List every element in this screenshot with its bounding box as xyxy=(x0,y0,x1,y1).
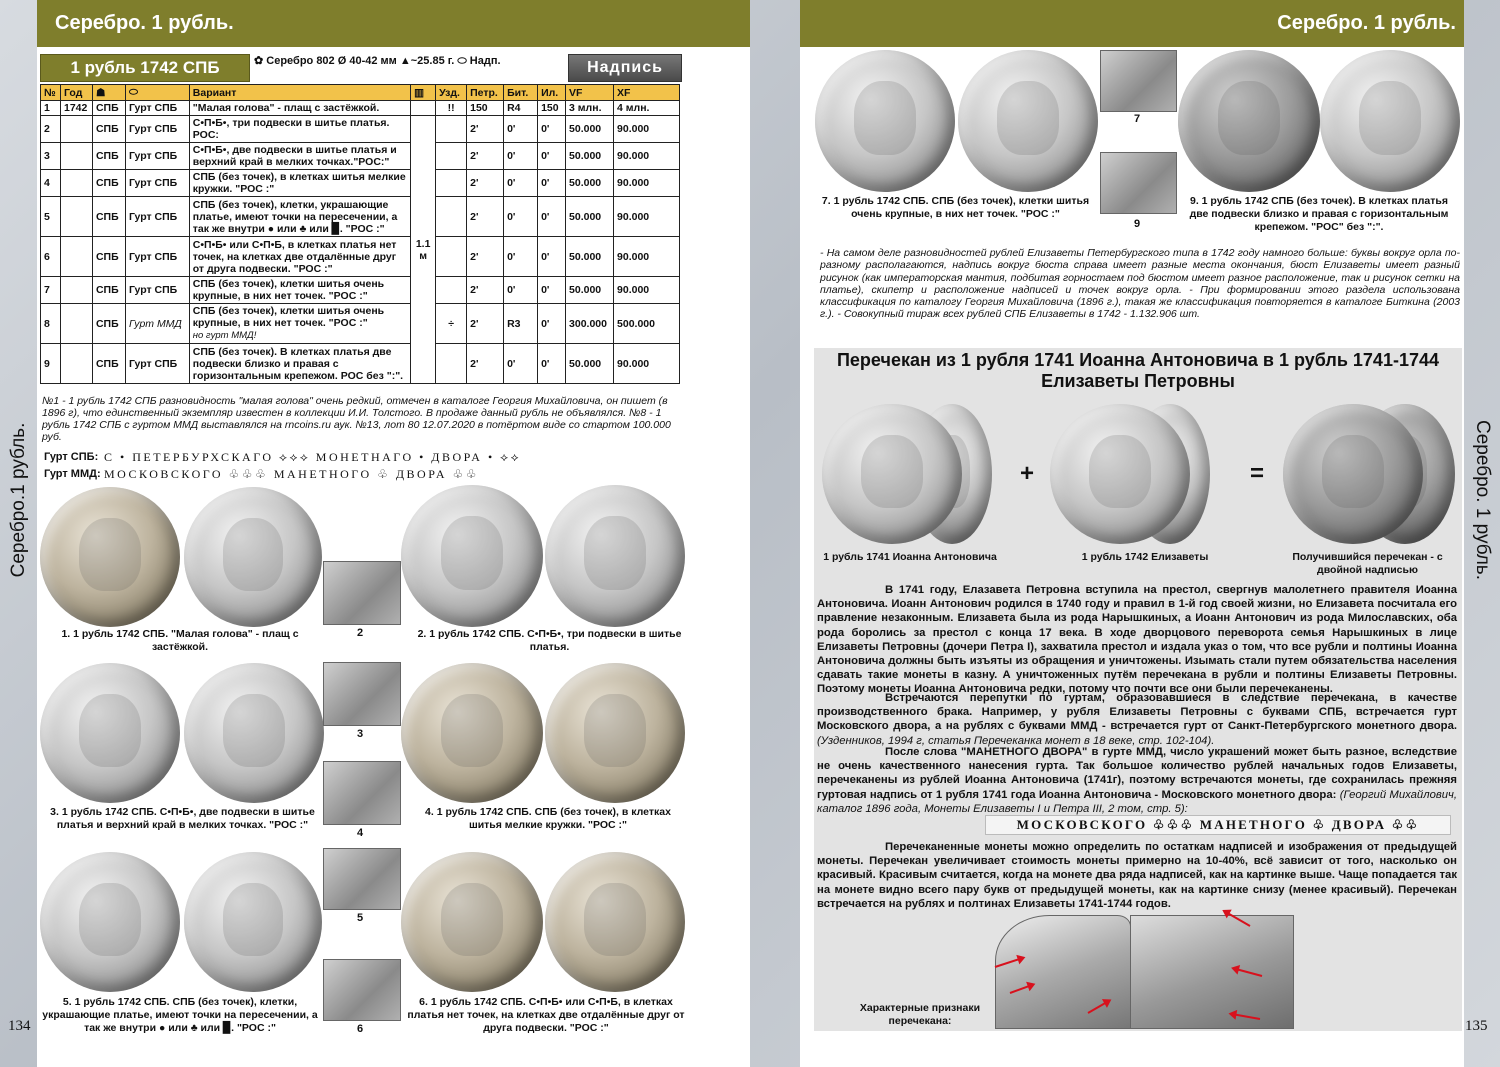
table-cell-year xyxy=(60,197,92,237)
table-header-cell: Петр. xyxy=(467,85,504,101)
table-cell-variant xyxy=(189,143,410,170)
table-header-row xyxy=(41,85,680,101)
table-cell-n: 3 xyxy=(41,143,61,170)
variant-text: СПБ (без точек), клетки шитья очень крупные, в них нет точек. "РОС :" xyxy=(192,305,385,329)
table-cell-petr: 2' xyxy=(467,344,504,384)
table-cell-mint: СПБ xyxy=(92,344,125,384)
table-cell-il: 0' xyxy=(538,116,566,143)
coin-image-1-obverse xyxy=(40,487,180,627)
table-row xyxy=(41,344,680,384)
table-cell-variant xyxy=(189,344,410,384)
table-cell-n: 5 xyxy=(41,197,61,237)
table-cell-year xyxy=(60,170,92,197)
table-row xyxy=(41,304,680,344)
table-cell-n: 7 xyxy=(41,277,61,304)
footnote: №1 - 1 рубль 1742 СПБ разновидность "малая голова" очень редкий, отмечен в каталоге Георгия Михайловича, он пишет (в 1896 г), что единственный экземпляр известен в коллекции И.И. Толстого. В продаже данный рубль не объявлялся. №8 - 1 рубль 1742 СПБ с гуртом ММД выставлялся на rncoins.ru аук. №13, лот 80 12.07.2020 в потёртом виде со стартом 100.000 руб. xyxy=(42,395,671,443)
table-cell-bit: 0' xyxy=(504,277,538,304)
variant-text: СПБ (без точек), клетки, украшающие платье, имеют точки на пересечении, а так же внутри ● или ♣ или ▉. "РОС :" xyxy=(192,198,398,235)
coin-image-6-reverse xyxy=(545,852,685,992)
left-header-band: Серебро. 1 рубль. xyxy=(37,0,750,47)
table-cell-uzd: ÷ xyxy=(436,304,467,344)
table-cell-variant xyxy=(189,116,410,143)
table-cell-n: 6 xyxy=(41,237,61,277)
table-cell-xf: 90.000 xyxy=(614,237,680,277)
left-page-number: 134 xyxy=(8,1018,31,1034)
table-cell-petr: 2' xyxy=(467,116,504,143)
table-cell-petr: 2' xyxy=(467,304,504,344)
coin-image-2-obverse xyxy=(401,485,543,627)
table-cell-n: 9 xyxy=(41,344,61,384)
left-side-title: Серебро.1 рубль. xyxy=(7,422,29,578)
variant-text: С•П•Б• или С•П•Б, в клетках платья нет точек, на клетках две отдалённые друг от друга подвески. "РОС :" xyxy=(192,238,397,275)
table-cell-bit: R3 xyxy=(504,304,538,344)
coin-image-9-obverse xyxy=(1178,50,1320,192)
table-cell-vf: 50.000 xyxy=(566,197,614,237)
table-cell-mint: СПБ xyxy=(92,116,125,143)
table-header-cell: Бит. xyxy=(504,85,538,101)
overstrike-coin-obverse xyxy=(1283,404,1423,544)
table-cell-il: 0' xyxy=(538,277,566,304)
table-cell-edge: Гурт СПБ xyxy=(125,277,189,304)
table-cell-vf: 50.000 xyxy=(566,170,614,197)
table-cell-weight xyxy=(411,101,436,116)
table-cell-bit: 0' xyxy=(504,197,538,237)
detail-image-3 xyxy=(323,662,401,726)
caption-6: 6. 1 рубль 1742 СПБ. С•П•Б• или С•П•Б, в клетках платья нет точек, на клетках две отдалённые друг от друга подвески. "РОС :" xyxy=(407,996,685,1034)
table-cell-uzd xyxy=(436,197,467,237)
table-cell-n: 1 xyxy=(41,101,61,116)
table-cell-mint: СПБ xyxy=(92,170,125,197)
table-cell-mint: СПБ xyxy=(92,197,125,237)
table-cell-il: 0' xyxy=(538,304,566,344)
table-cell-edge: Гурт СПБ xyxy=(125,116,189,143)
table-cell-il: 0' xyxy=(538,237,566,277)
coin-image-4-obverse xyxy=(401,663,543,803)
equals-sign: = xyxy=(1250,460,1265,487)
right-header-band: Серебро. 1 рубль. xyxy=(800,0,1464,47)
table-cell-mint: СПБ xyxy=(92,277,125,304)
table-cell-bit: 0' xyxy=(504,170,538,197)
coin-image-6-obverse xyxy=(401,852,543,992)
table-row xyxy=(41,101,680,116)
nadpis-button[interactable]: Надпись xyxy=(568,54,682,82)
elizabeth-coin-label: 1 рубль 1742 Елизаветы xyxy=(1081,551,1209,563)
detail-image-4 xyxy=(323,761,401,825)
table-cell-vf: 50.000 xyxy=(566,277,614,304)
table-cell-variant xyxy=(189,304,410,344)
table-cell-xf: 90.000 xyxy=(614,344,680,384)
table-cell-xf: 90.000 xyxy=(614,197,680,237)
variant-note: но гурт ММД! xyxy=(192,330,257,341)
table-cell-mint: СПБ xyxy=(92,101,125,116)
paragraph-1: В 1741 году, Елазавета Петровна вступила на престол, свергнув малолетнего правителя Иоанна Антоновича. Иоанн Антонович родился в 1740 году и правил в 1-й год своей жизни, но Елизавета посчитала его правление незаконным. Елизавета была из рода Нарышкиных, а Иоанн Антонович из рода Милославских, оба рода боролись за престол с конца 17 века. В ходе дворцового переворота семья Нарышкиных в лице Елизаветы Петровны (дочери Петра I), захватила престол и издала указ о том, что все рубли и полтины Иоанна Антоновича должны быть изъяты из обращения и уничтожены. Изымать стали путем обязательства населения сдавать такие монеты в казну. А уничтоженных путём перечекана в рубли и полтины Елизаветы Петровны. Поэтому монеты Иоанна Антоновича редки, потому что почти все они были перечеканены. xyxy=(817,584,1457,696)
table-row xyxy=(41,277,680,304)
table-row xyxy=(41,237,680,277)
paragraph-3-text: После слова "МАНЕТНОГО ДВОРА" в гурте ММД, число украшений может быть разное, вследствие не очень качественного нанесения гурта. Так большое количество рублей начальных годов Елизаветы, перечеканены из рублей Иоанна Антоновича (1741г), поэтому встречаются монеты, где сохранилась прежняя гуртовая надпись от 1 рубля 1741 года Иоанна Антоновича - Московского монетного двора: xyxy=(817,746,1457,801)
table-cell-petr: 2' xyxy=(467,277,504,304)
table-cell-year xyxy=(60,237,92,277)
table-cell-year xyxy=(60,143,92,170)
detail-image-9 xyxy=(1100,152,1177,214)
variant-text: С•П•Б•, две подвески в шитье платья и верхний край в мелких точках."РОС:" xyxy=(192,144,397,168)
table-cell-bit: R4 xyxy=(504,101,538,116)
detail-number-2: 2 xyxy=(357,627,364,639)
table-cell-vf: 50.000 xyxy=(566,116,614,143)
table-cell-year xyxy=(60,116,92,143)
table-header-cell: Узд. xyxy=(436,85,467,101)
table-cell-vf: 50.000 xyxy=(566,237,614,277)
coin-image-2-reverse xyxy=(545,485,685,627)
table-cell-n: 2 xyxy=(41,116,61,143)
paragraph-4: Перечеканенные монеты можно определить по остаткам надписей и изображения от предыдущей монеты. Перечекан увеличивает стоимость монеты примерно на 10-40%, всё зависит от того, насколько он красивый. Красивым считается, когда на монете два ряда надписей, как на картинке выше. Чаще попадается так на монете видно всего пару букв от предыдущей монеты, как на картинке снизу (менее красивый). Перечекан встречается на рублях и полтинах Елизаветы 1741-1744 годов. xyxy=(817,841,1457,910)
table-cell-vf: 300.000 xyxy=(566,304,614,344)
table-cell-petr: 2' xyxy=(467,237,504,277)
table-cell-xf: 500.000 xyxy=(614,304,680,344)
table-header-cell: Вариант xyxy=(189,85,410,101)
table-cell-bit: 0' xyxy=(504,143,538,170)
detail-number-5: 5 xyxy=(357,912,364,924)
caption-2: 2. 1 рубль 1742 СПБ. С•П•Б•, три подвески в шитье платья. xyxy=(417,628,682,653)
section-title: Перечекан из 1 рубля 1741 Иоанна Антоновича в 1 рубль 1741-1744 Елизаветы Петровны xyxy=(836,350,1439,391)
detail-image-7 xyxy=(1100,50,1177,112)
table-cell-edge: Гурт СПБ xyxy=(125,344,189,384)
table-cell-n: 4 xyxy=(41,170,61,197)
table-cell-vf: 50.000 xyxy=(566,143,614,170)
variant-text: СПБ (без точек), в клетках шитья мелкие кружки. "РОС :" xyxy=(192,171,406,195)
table-header-cell: № xyxy=(41,85,61,101)
table-cell-uzd xyxy=(436,116,467,143)
paragraph-3-ref: (Георгий Михайлович, каталог 1896 года, Монеты Елизаветы I и Петра III, 2 том, стр. 5): xyxy=(817,788,1458,815)
caption-7: 7. 1 рубль 1742 СПБ. СПБ (без точек), клетки шитья очень крупные, в них нет точек. "РОС :" xyxy=(821,195,1090,220)
table-cell-edge: Гурт СПБ xyxy=(125,170,189,197)
overstrike-coin-label: Получившийся перечекан - с двойной надписью xyxy=(1292,551,1443,576)
table-cell-variant xyxy=(189,101,410,116)
caption-1: 1. 1 рубль 1742 СПБ. "Малая голова" - плащ с застёжкой. xyxy=(61,628,299,653)
overstrike-detail-right xyxy=(1130,915,1294,1029)
table-cell-uzd xyxy=(436,143,467,170)
gurt-spb-label: Гурт СПБ: xyxy=(44,451,99,463)
table-cell-edge: Гурт СПБ xyxy=(125,197,189,237)
table-cell-mint: СПБ xyxy=(92,237,125,277)
table-header-cell: VF xyxy=(566,85,614,101)
variants-table xyxy=(40,84,680,384)
plus-sign: + xyxy=(1020,460,1035,487)
table-cell-uzd xyxy=(436,237,467,277)
table-cell-vf: 3 млн. xyxy=(566,101,614,116)
paragraph-3 xyxy=(817,745,1457,816)
gurt-mmd-text: МОСКОВСКОГО ♧♧♧ МАНЕТНОГО ♧ ДВОРА ♧♧ xyxy=(104,467,480,481)
coin-image-3-obverse xyxy=(40,663,180,803)
table-cell-il: 150 xyxy=(538,101,566,116)
table-cell-il: 0' xyxy=(538,170,566,197)
detail-image-6 xyxy=(323,959,401,1021)
detail-number-9: 9 xyxy=(1134,218,1141,230)
elizabeth-coin-obverse xyxy=(1050,404,1190,544)
table-cell-year xyxy=(60,344,92,384)
gurt-spb-text: С • ПЕТЕРБУРХСКАГО ⟡⟡⟡ МОНЕТНАГО • ДВОРА • ⟡⟡ xyxy=(104,450,522,464)
table-cell-mint: СПБ xyxy=(92,304,125,344)
table-header-cell: Ил. xyxy=(538,85,566,101)
table-cell-mint: СПБ xyxy=(92,143,125,170)
caption-9: 9. 1 рубль 1742 СПБ (без точек). В клетках платья две подвески близко и правая с горизонтальным крепежом. "РОС" без ":". xyxy=(1189,195,1449,233)
detail-number-3: 3 xyxy=(357,728,364,740)
table-cell-year: 1742 xyxy=(60,101,92,116)
table-cell-edge: Гурт СПБ xyxy=(125,143,189,170)
table-cell-xf: 90.000 xyxy=(614,277,680,304)
table-cell-variant xyxy=(189,170,410,197)
table-header-cell: ☗ xyxy=(92,85,125,101)
notes-text: - На самом деле разновидностей рублей Елизаветы Петербургского типа в 1742 году намного больше: буквы вокруг орла по-разному располагаются, надпись вокруг бюста справа имеет разные места окончания, бюст Елизаветы имеет разный рисунок (как императорская мантия, подбитая горностаем под бюстом имеет разное расположение, так и рисунок сетки на платье), скипетр и расположение надписей и точек вокруг орла. - При формировании этого раздела использована классификация по каталогу Георгия Михайловича (1896 г.), такая же классификация повторяется в каталоге Биткина (2003 г.). - Совокупный тираж всех рублей СПБ Елизаветы в 1742 - 1.132.906 шт. xyxy=(820,247,1460,321)
variant-text: СПБ (без точек), клетки шитья очень крупные, в них нет точек. "РОС :" xyxy=(192,278,385,302)
caption-3: 3. 1 рубль 1742 СПБ. С•П•Б•, две подвески в шитье платья и верхний край в мелких точках. "РОС :" xyxy=(50,806,315,831)
table-cell-bit: 0' xyxy=(504,237,538,277)
table-cell-xf: 90.000 xyxy=(614,116,680,143)
variant-text: "Малая голова" - плащ с застёжкой. xyxy=(192,102,380,114)
paragraph-2-ref: (Узденников, 1994 г, статья Перечеканка монет в 18 веке, стр. 102-104). xyxy=(817,734,1215,747)
paragraph-2 xyxy=(817,691,1457,748)
table-cell-variant xyxy=(189,277,410,304)
ivan-coin-label: 1 рубль 1741 Иоанна Антоновича xyxy=(823,551,997,563)
coin-image-5-reverse xyxy=(184,852,322,992)
coin-image-5-obverse xyxy=(40,852,180,992)
table-cell-vf: 50.000 xyxy=(566,344,614,384)
table-cell-il: 0' xyxy=(538,344,566,384)
ivan-coin-obverse xyxy=(822,404,962,544)
detail-image-5 xyxy=(323,848,401,910)
overstrike-detail-left xyxy=(995,915,1131,1029)
table-header-cell: ⬭ xyxy=(125,85,189,101)
table-header-cell: Год xyxy=(60,85,92,101)
table-cell-uzd xyxy=(436,170,467,197)
detail-number-6: 6 xyxy=(357,1023,364,1035)
table-cell-edge: Гурт ММД xyxy=(125,304,189,344)
table-cell-bit: 0' xyxy=(504,116,538,143)
detail-image-2 xyxy=(323,561,401,625)
table-row xyxy=(41,170,680,197)
table-cell-uzd xyxy=(436,344,467,384)
table-cell-uzd: !! xyxy=(436,101,467,116)
variant-text: С•П•Б•, три подвески в шитье платья. РОС: xyxy=(192,117,390,141)
coin-image-1-reverse xyxy=(184,487,322,627)
coin-image-9-reverse xyxy=(1320,50,1460,192)
table-cell-n: 8 xyxy=(41,304,61,344)
table-cell-petr: 2' xyxy=(467,170,504,197)
coin-image-7-reverse xyxy=(958,50,1098,192)
features-label: Характерные признаки перечекана: xyxy=(859,1002,981,1027)
gurt-mmd-label: Гурт ММД: xyxy=(44,468,101,480)
table-cell-petr: 150 xyxy=(467,101,504,116)
coin-image-3-reverse xyxy=(184,663,324,803)
table-row xyxy=(41,143,680,170)
detail-number-4: 4 xyxy=(357,827,364,839)
table-cell-xf: 90.000 xyxy=(614,143,680,170)
paragraph-2-text: Встречаются перепутки по гуртам, образовавшиеся в следствие перечекана, в качестве производственного брака. Например, у рубля Елизаветы Петровны с буквами СПБ, встречается гурт Московского двора, а на рублях с буквами ММД - встречается гурт от Санкт-Петербургского монетного двора. xyxy=(817,692,1457,733)
right-page-number: 135 xyxy=(1465,1018,1488,1034)
detail-number-7: 7 xyxy=(1134,113,1141,125)
table-cell-xf: 90.000 xyxy=(614,170,680,197)
table-cell-petr: 2' xyxy=(467,143,504,170)
coin-image-7-obverse xyxy=(815,50,955,192)
table-cell-year xyxy=(60,304,92,344)
table-cell-weight: 1.1 м xyxy=(411,116,436,384)
table-cell-il: 0' xyxy=(538,143,566,170)
moscow-edge-inscription: МОСКОВСКОГО ♧♧♧ МАНЕТНОГО ♧ ДВОРА ♧♧ xyxy=(985,815,1451,835)
table-cell-variant xyxy=(189,197,410,237)
table-cell-xf: 4 млн. xyxy=(614,101,680,116)
table-header-cell: ▥ xyxy=(411,85,436,101)
table-cell-il: 0' xyxy=(538,197,566,237)
table-cell-year xyxy=(60,277,92,304)
table-cell-edge: Гурт СПБ xyxy=(125,101,189,116)
table-cell-variant xyxy=(189,237,410,277)
table-cell-bit: 0' xyxy=(504,344,538,384)
table-row xyxy=(41,197,680,237)
coin-image-4-reverse xyxy=(545,663,685,803)
caption-4: 4. 1 рубль 1742 СПБ. СПБ (без точек), в клетках шитья мелкие кружки. "РОС :" xyxy=(425,806,671,831)
table-cell-edge: Гурт СПБ xyxy=(125,237,189,277)
table-row xyxy=(41,116,680,143)
right-side-title: Серебро. 1 рубль. xyxy=(1472,420,1493,580)
table-header-cell: XF xyxy=(614,85,680,101)
variant-text: СПБ (без точек). В клетках платья две подвески близко и правая с горизонтальным крепежом. РОС без ":". xyxy=(192,345,404,382)
caption-5: 5. 1 рубль 1742 СПБ. СПБ (без точек), клетки, украшающие платье, имеют точки на пересечении, а так же внутри ● или ♣ или ▉. "РОС :" xyxy=(42,996,318,1034)
coin-spec: ✿ Серебро 802 Ø 40-42 мм ▲~25.85 г. ⬭ Надп. xyxy=(254,55,501,67)
coin-title: 1 рубль 1742 СПБ xyxy=(40,54,250,82)
table-cell-petr: 2' xyxy=(467,197,504,237)
table-cell-uzd xyxy=(436,277,467,304)
